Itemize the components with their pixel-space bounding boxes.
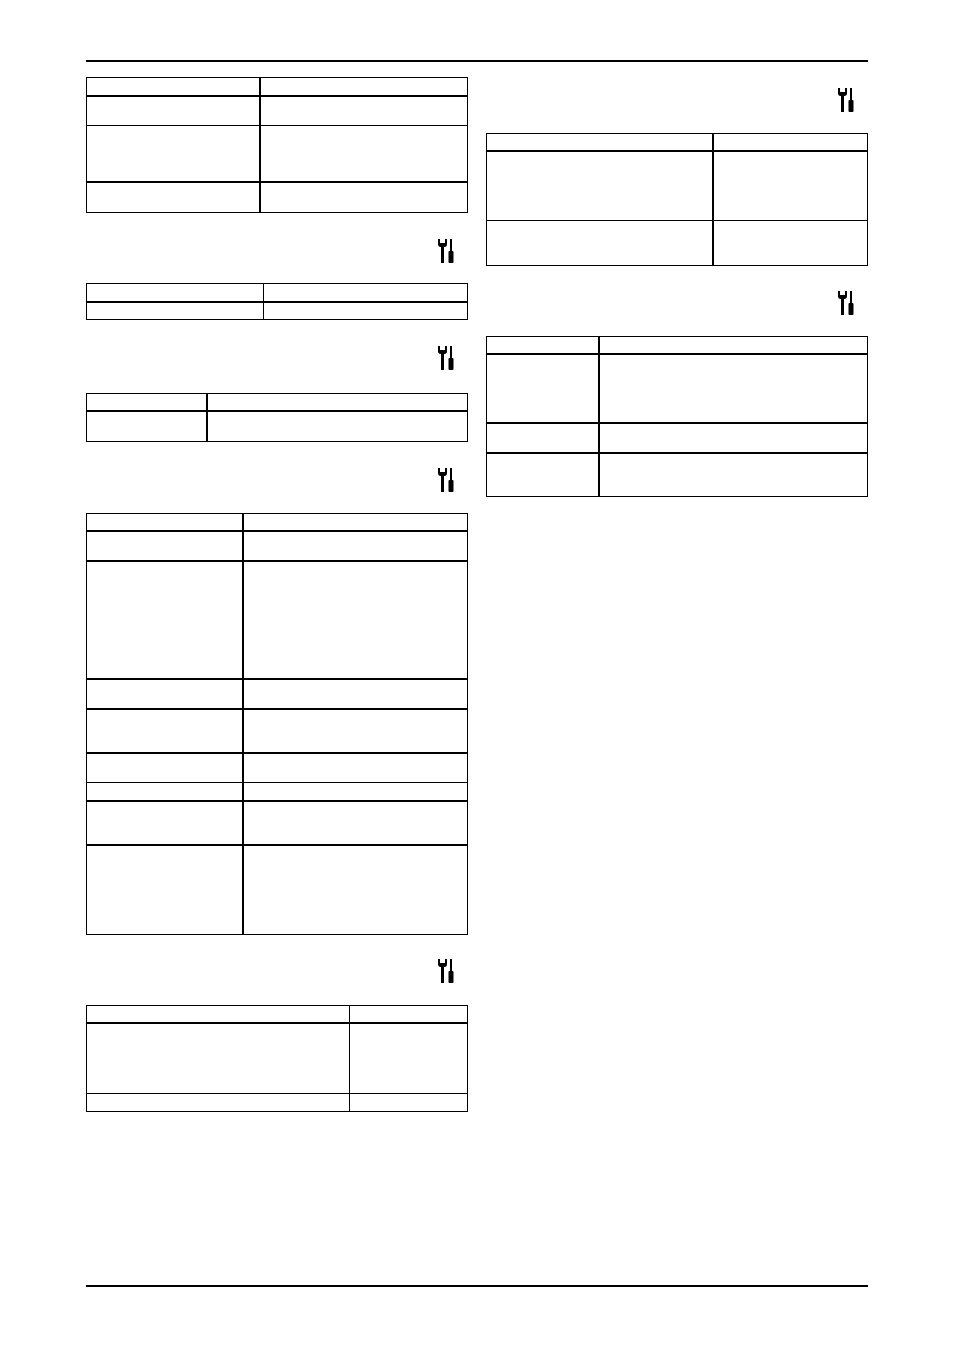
tool-icon (436, 238, 456, 264)
tool-icon (836, 290, 856, 316)
table-5 (86, 1005, 468, 1112)
tool-icon (436, 958, 456, 984)
table-1 (86, 77, 468, 213)
table-6 (486, 133, 868, 266)
footer-rule (86, 1285, 868, 1287)
table-4 (86, 513, 468, 935)
table-2 (86, 283, 468, 320)
table-7 (486, 336, 868, 497)
tool-icon (436, 345, 456, 371)
header-rule (86, 60, 868, 62)
table-3 (86, 393, 468, 442)
tool-icon (436, 467, 456, 493)
tool-icon (836, 87, 856, 113)
